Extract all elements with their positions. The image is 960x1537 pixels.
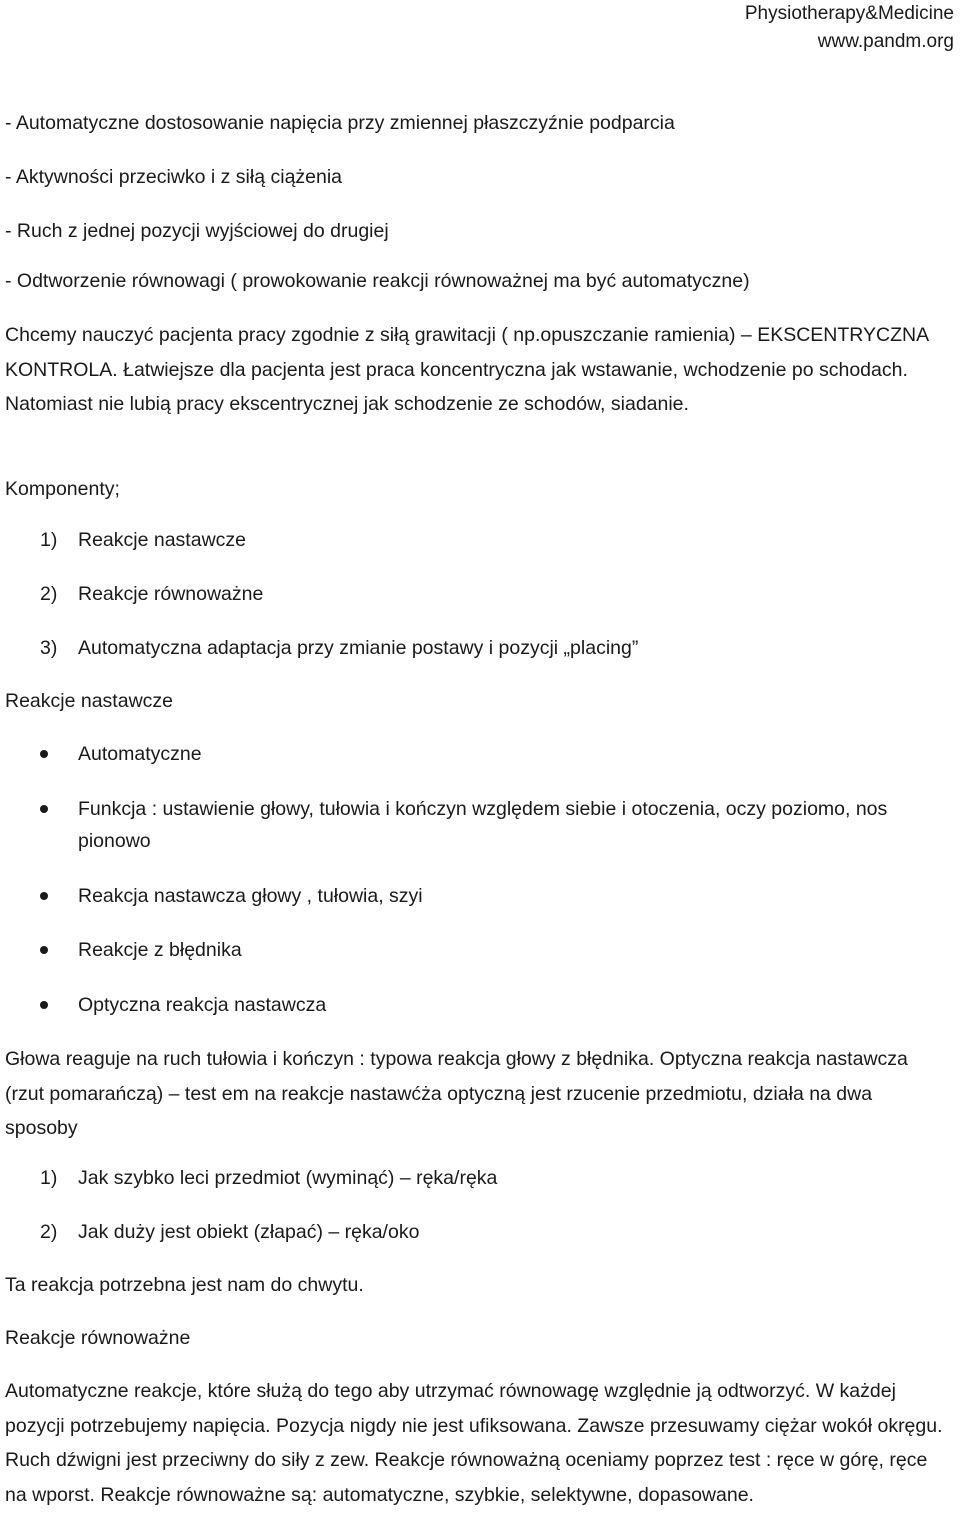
- bullet-item: [40, 738, 950, 770]
- bullet-dot: [40, 750, 48, 758]
- righting-paragraph: Głowa reaguje na ruch tułowia i kończyn : typowa reakcja głowy z błędnika. Optyczna reakcja nastawcza (rzut pomarańczą) – test em na reakcje nastawćża optyczną jest rzucenie przedmiotu, działa na dwa sposoby: [5, 1048, 908, 1139]
- item-text: Jak szybko leci przedmiot (wyminąć) – ręka/ręka: [78, 1167, 498, 1189]
- bullet-text: Optyczna reakcja nastawcza: [78, 994, 327, 1016]
- item-number: 2): [40, 583, 58, 605]
- item-text: Automatyczna adaptacja przy zmianie postawy i pozycji „placing”: [78, 637, 639, 659]
- bullet-item: [40, 793, 950, 857]
- component-item: [40, 635, 638, 661]
- item-number: 2): [40, 1221, 58, 1243]
- item-number: 1): [40, 529, 58, 551]
- bullet-text: Reakcja nastawcza głowy , tułowia, szyi: [78, 885, 423, 907]
- component-item: [40, 527, 246, 553]
- bullet-text: Automatyczne: [78, 743, 202, 765]
- components-heading: Komponenty;: [5, 478, 120, 500]
- righting-heading: Reakcje nastawcze: [5, 690, 173, 712]
- intro-line: - Automatyczne dostosowanie napięcia przy zmiennej płaszczyźnie podparcia: [5, 112, 675, 134]
- item-number: 3): [40, 637, 58, 659]
- intro-line: - Odtworzenie równowagi ( prowokowanie reakcji równoważnej ma być automatyczne): [5, 270, 750, 292]
- item-text: Jak duży jest obiekt (złapać) – ręka/oko: [78, 1221, 420, 1243]
- bullet-item: [40, 934, 950, 966]
- bullet-dot: [40, 946, 48, 954]
- intro-line: - Ruch z jednej pozycji wyjściowej do drugiej: [5, 220, 389, 242]
- site-name: Physiotherapy&Medicine: [744, 3, 954, 24]
- bullet-item: [40, 880, 950, 912]
- site-url: www.pandm.org: [817, 31, 954, 52]
- bullet-item: [40, 989, 950, 1021]
- bullet-dot: [40, 805, 48, 813]
- method-item: [40, 1219, 419, 1245]
- paragraph-eccentric: Chcemy nauczyć pacjenta pracy zgodnie z siłą grawitacji ( np.opuszczanie ramienia) – EKSCENTRYCZNA KONTROLA. Łatwiejsze dla pacjenta jest praca koncentryczna jak wstawanie, wchodzenie po schodach. Natomiast nie lubią pracy ekscentrycznej jak schodzenie ze schodów, siadanie.: [5, 324, 929, 415]
- bullet-dot: [40, 1001, 48, 1009]
- equilibrium-heading: Reakcje równoważne: [5, 1327, 191, 1349]
- righting-closing: Ta reakcja potrzebna jest nam do chwytu.: [5, 1274, 364, 1296]
- item-text: Reakcje nastawcze: [78, 529, 246, 551]
- item-number: 1): [40, 1167, 58, 1189]
- bullet-text: Reakcje z błędnika: [78, 939, 242, 961]
- item-text: Reakcje równoważne: [78, 583, 264, 605]
- bullet-dot: [40, 892, 48, 900]
- intro-line: - Aktywności przeciwko i z siłą ciążenia: [5, 166, 343, 188]
- page-header: [745, 0, 954, 56]
- bullet-text: Funkcja : ustawienie głowy, tułowia i kończyn względem siebie i otoczenia, oczy poziomo, nos pionowo: [78, 798, 888, 852]
- equilibrium-paragraph: Automatyczne reakcje, które służą do tego aby utrzymać równowagę względnie ją odtworzyć. W każdej pozycji potrzebujemy napięcia. Pozycja nigdy nie jest ufiksowana. Zawsze przesuwamy ciężar wokół okręgu. Ruch dźwigni jest przeciwny do siły z zew. Reakcje równoważną oceniamy poprzez test : ręce w górę, ręce na wporst. Reakcje równoważne są: automatyczne, szybkie, selektywne, dopasowane.: [5, 1380, 943, 1506]
- component-item: [40, 581, 263, 607]
- method-item: [40, 1165, 497, 1191]
